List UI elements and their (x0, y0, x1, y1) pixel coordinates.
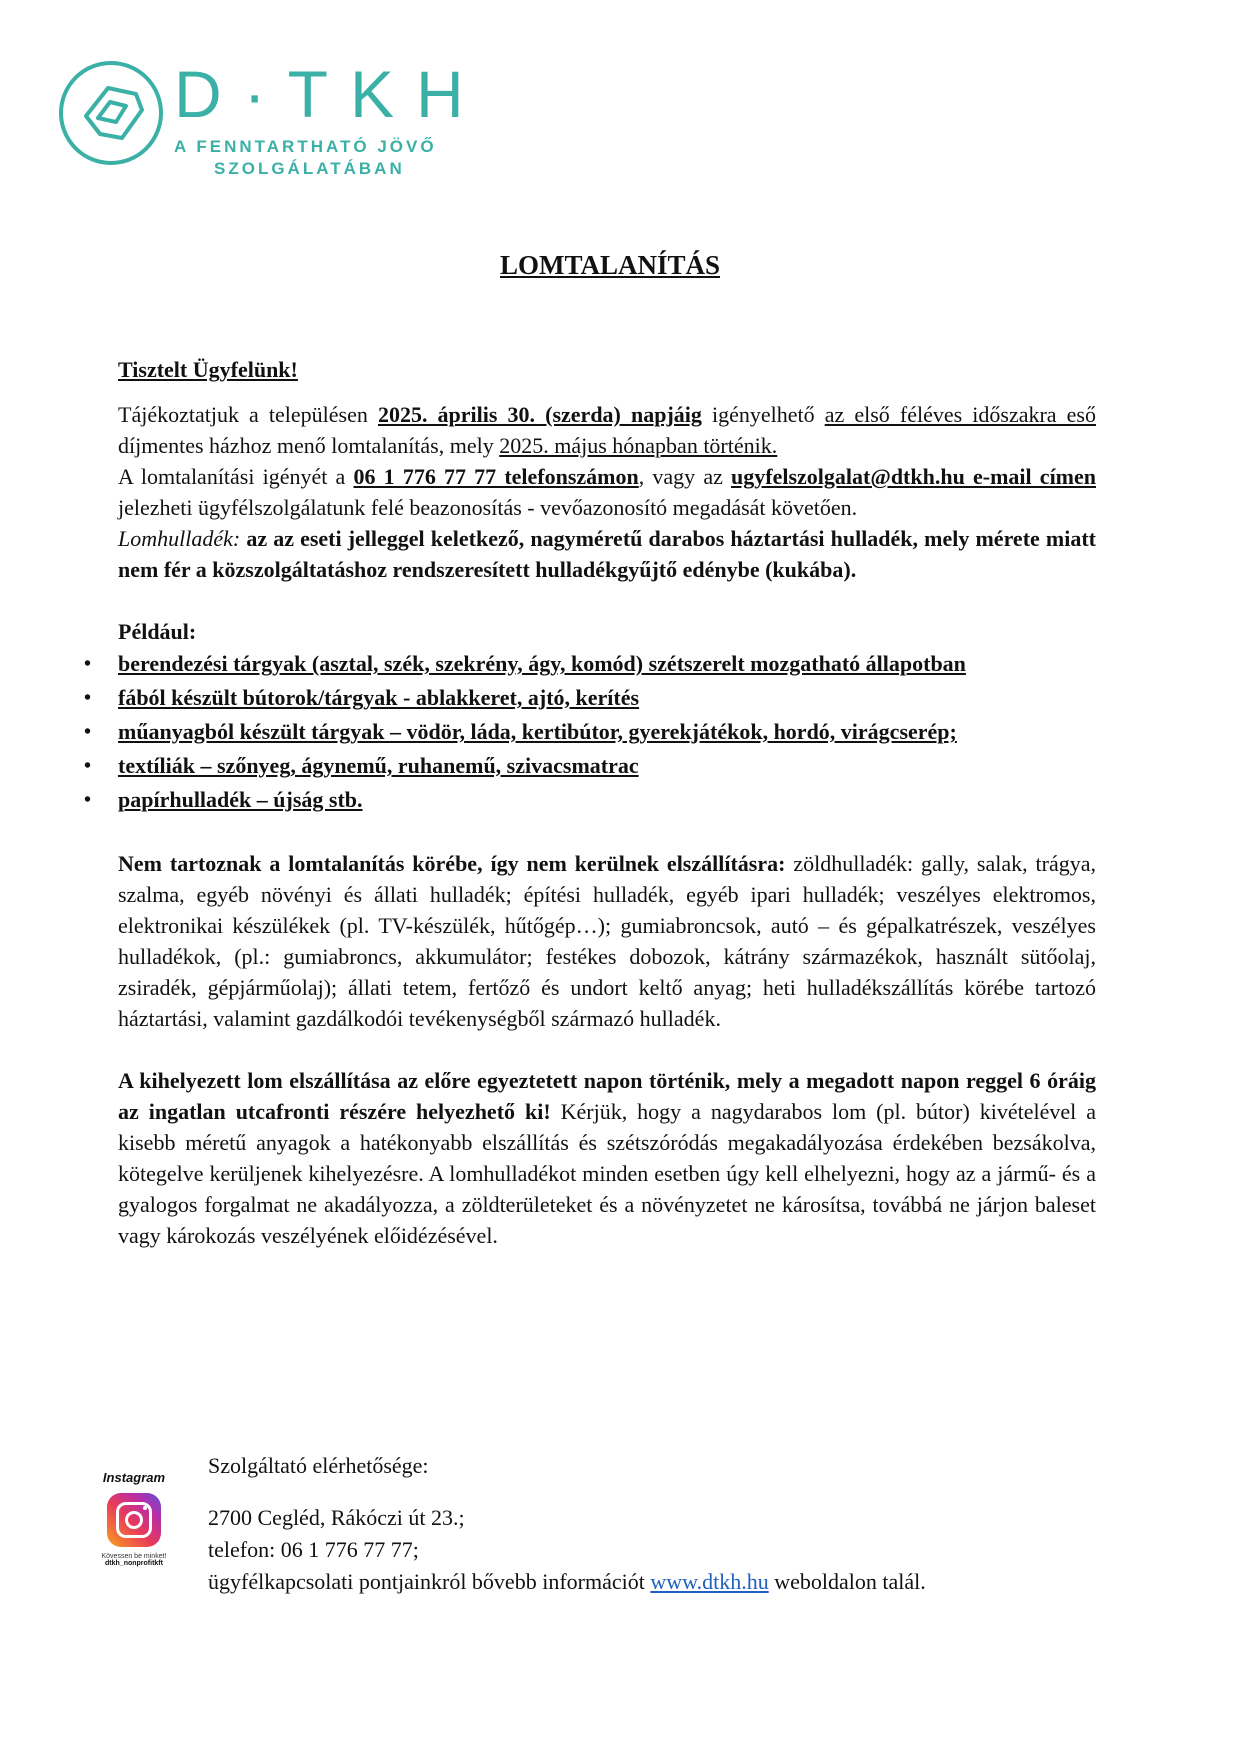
website-link[interactable]: www.dtkh.hu (650, 1569, 769, 1594)
instagram-badge[interactable] (92, 1470, 176, 1567)
list-item-text: papírhulladék – újság stb. (118, 787, 363, 812)
definition-term: Lomhulladék: (118, 526, 241, 551)
brand-tagline-1: A FENNTARTHATÓ JÖVŐ (174, 137, 437, 156)
instagram-title: Instagram (102, 1470, 166, 1485)
intro-text-3: díjmentes házhoz menő lomtalanítás, mely (118, 433, 500, 458)
contact-web-suffix: weboldalon talál. (768, 1569, 926, 1594)
examples-list (84, 647, 1096, 817)
excluded-lead: Nem tartoznak a lomtalanítás körébe, így nem kerülnek elszállításra: (118, 851, 786, 876)
intro-text-2: igényelhető (701, 402, 825, 427)
bullet-icon: • (84, 755, 92, 777)
list-item-text: műanyagból készült tárgyak – vödör, láda, kertibútor, gyerekjátékok, hordó, virágcserép; (118, 719, 957, 744)
list-item (84, 749, 1096, 783)
brand-tagline-2: SZOLGÁLATÁBAN (214, 159, 405, 178)
collection-text: Kérjük, hogy a nagydarabos lom (pl. bútor) kivételével a kisebb méretű anyagok a hatékonyabb elszállítás és szétszóródás megakadályozása érdekében bezsákolva, kötegelve kerüljenek kihelyezésre. A lomhulladékot minden esetben úgy kell elhelyezni, hogy az a jármű- és a gyalogos forgalmat ne akadályozza, a zöldterületeket és a növényzetet ne károsítsa, továbbá ne járjon baleset vagy károkozás veszélyének előidézésével. (118, 1099, 1096, 1248)
request-text-1: A lomtalanítási igényét a (118, 464, 354, 489)
spacer (118, 1034, 1096, 1065)
bullet-icon: • (84, 789, 92, 811)
excluded-paragraph (118, 848, 1096, 1034)
bullet-icon: • (84, 687, 92, 709)
period-text: az első féléves időszakra eső (824, 402, 1096, 427)
greeting: Tisztelt Ügyfelünk! (118, 357, 298, 382)
instagram-icon[interactable] (107, 1493, 161, 1547)
examples-heading: Például: (118, 619, 197, 644)
contact-address: 2700 Cegléd, Rákóczi út 23.; (208, 1505, 465, 1530)
instagram-handle: dtkh_nonprofitkft (105, 1560, 163, 1567)
bullet-icon: • (84, 721, 92, 743)
definition-text: az az eseti jelleggel keletkező, nagyméretű darabos háztartási hulladék, mely mérete miatt nem fér a közszolgáltatáshoz rendszeresített hulladékgyűjtő edénybe (kukába). (118, 526, 1096, 582)
collection-month: 2025. május hónapban történik. (499, 433, 778, 458)
dtkh-logo (56, 57, 486, 198)
deadline-date: 2025. április 30. (szerda) napjáig (377, 402, 702, 427)
contact-web-prefix: ügyfélkapcsolati pontjainkról bővebb információt (208, 1569, 651, 1594)
request-paragraph (118, 461, 1096, 523)
instagram-follow-text: Kövessen be minket! (101, 1553, 167, 1560)
request-text-2: , vagy az (638, 464, 732, 489)
document-body (84, 354, 1097, 1251)
excluded-text: zöldhulladék: gally, salak, trágya, szalma, egyéb növényi és állati hulladék; építési hulladék, egyéb ipari hulladék; veszélyes elektromos, elektronikai készülékek (pl. TV-készülék, hűtőgép…); gumiabroncsok, autó – és gépalkatrészek, veszélyes hulladékok, (pl.: gumiabroncs, akkumulátor; festékes dobozok, kátrány származékok, használt sütőolaj, zsiradék, gépjárműolaj); állati tetem, fertőző és undort keltő anyag; heti hulladékszállítás körébe tartozó háztartási, valamint gazdálkodói tevékenységből származó hulladék. (118, 851, 1096, 1031)
intro-text-1: Tájékoztatjuk a településen (118, 402, 378, 427)
list-item-text: fából készült bútorok/tárgyak - ablakkeret, ajtó, kerítés (118, 685, 640, 710)
collection-lead: A kihelyezett lom elszállítása az előre egyeztetett napon történik, mely a megadott napon reggel 6 óráig az ingatlan utcafronti részére helyezhető ki! (118, 1068, 1096, 1124)
list-item (84, 681, 1096, 715)
intro-paragraph (118, 399, 1096, 461)
definition-paragraph (118, 523, 1096, 585)
spacer (118, 817, 1096, 848)
list-item-text: textíliák – szőnyeg, ágynemű, ruhanemű, szivacsmatrac (118, 753, 639, 778)
contact-heading: Szolgáltató elérhetősége: (208, 1453, 429, 1478)
spacer (118, 585, 1096, 616)
list-item-text: berendezési tárgyak (asztal, szék, szekrény, ágy, komód) szétszerelt mozgatható állapotban (118, 651, 966, 676)
document-title: LOMTALANÍTÁS (499, 250, 721, 280)
phone-number: 06 1 776 77 77 telefonszámon (353, 464, 639, 489)
contact-block (208, 1450, 926, 1598)
request-text-3: jelezheti ügyfélszolgálatunk felé beazonosítás - vevőazonosító megadását követően. (118, 495, 858, 520)
contact-web (208, 1566, 926, 1598)
brand-text (174, 58, 486, 180)
contact-phone: telefon: 06 1 776 77 77; (208, 1537, 419, 1562)
email-address: ugyfelszolgalat@dtkh.hu e-mail címen (731, 464, 1097, 489)
collection-paragraph (118, 1065, 1096, 1251)
brand-name: D·TKH (174, 57, 486, 131)
list-item (84, 715, 1096, 749)
list-item (84, 783, 1096, 817)
dtkh-emblem-icon (56, 58, 166, 168)
bullet-icon: • (84, 653, 92, 675)
list-item (84, 647, 1096, 681)
